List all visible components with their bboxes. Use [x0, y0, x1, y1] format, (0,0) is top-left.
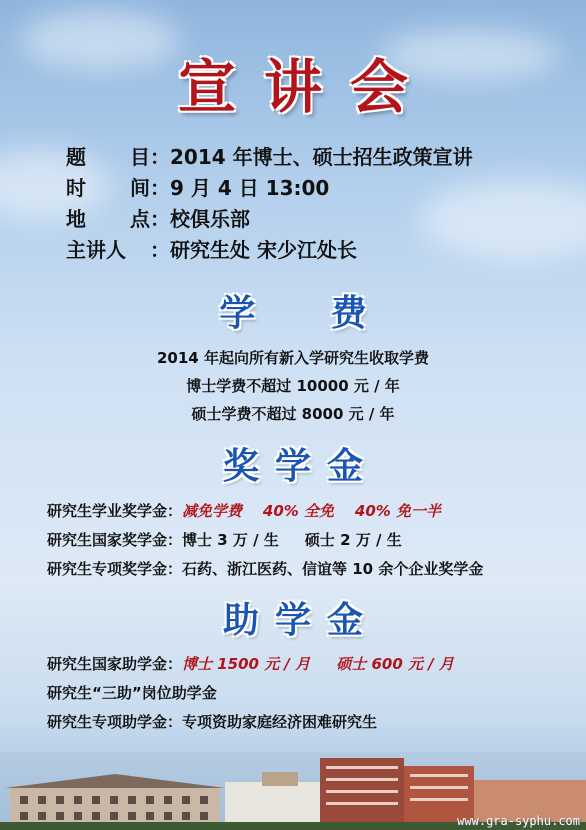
scholarship-list: [47, 497, 483, 584]
list-item: 研究生学业奖学金：减免学费 40% 全免 40% 免一半: [47, 502, 442, 520]
info-value: 2014 年博士、硕士招生政策宣讲: [170, 145, 473, 169]
tuition-line: 硕士学费不超过 8000 元 / 年: [191, 405, 395, 423]
event-info: [66, 140, 473, 264]
info-row-time: 时 间 ： 9 月 4 日 13:00: [66, 171, 473, 202]
grant-heading: 助学金: [222, 600, 379, 641]
info-label: 题 目: [66, 145, 150, 169]
poster-title: 宣讲会: [177, 53, 436, 121]
list-item: 研究生专项奖学金：石药、浙江医药、信谊等 10 余个企业奖学金: [47, 560, 484, 578]
tuition-line: 博士学费不超过 10000 元 / 年: [186, 377, 400, 395]
info-label: 地 点: [66, 207, 150, 231]
footer-url: www.gra-syphu.com: [457, 814, 580, 828]
tuition-heading: 学 费: [219, 293, 367, 334]
info-row-topic: 题 目 ： 2014 年博士、硕士招生政策宣讲: [66, 140, 473, 171]
info-row-location: 地 点 ： 校俱乐部: [66, 202, 473, 233]
grant-list: [47, 650, 454, 737]
info-value: 校俱乐部: [170, 207, 250, 231]
info-row-speaker: 主讲人 ： 研究生处 宋少江处长: [66, 233, 473, 264]
info-value: 研究生处 宋少江处长: [170, 238, 357, 262]
tuition-line: 2014 年起向所有新入学研究生收取学费: [157, 349, 429, 367]
list-item: 研究生专项助学金：专项资助家庭经济困难研究生: [47, 713, 378, 731]
list-item: 研究生“三助”岗位助学金: [47, 684, 217, 702]
highlight-text: 减免学费 40% 全免 40% 免一半: [182, 502, 442, 520]
info-label: 主讲人: [66, 238, 126, 262]
info-value: 9 月 4 日 13:00: [170, 176, 330, 200]
info-label: 时 间: [66, 176, 150, 200]
list-item: 研究生国家奖学金：博士 3 万 / 生 硕士 2 万 / 生: [47, 531, 402, 549]
highlight-text: 博士 1500 元 / 月 硕士 600 元 / 月: [182, 655, 454, 673]
list-item: 研究生国家助学金：博士 1500 元 / 月 硕士 600 元 / 月: [47, 655, 454, 673]
scholarship-heading: 奖学金: [222, 446, 379, 487]
tuition-lines: [0, 344, 586, 428]
